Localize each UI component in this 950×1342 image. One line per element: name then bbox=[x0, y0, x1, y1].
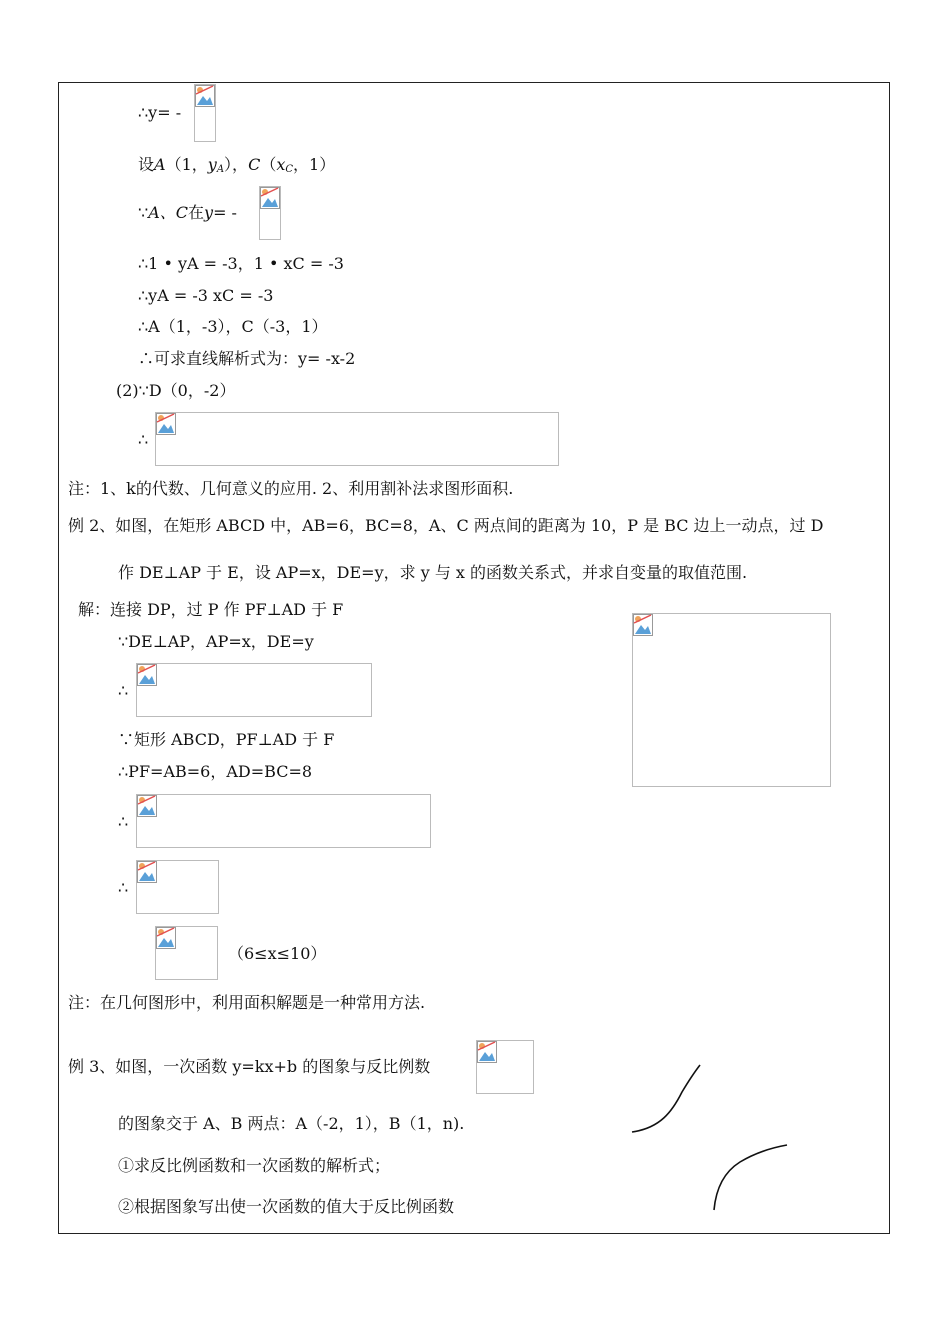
inverse-function-image bbox=[476, 1040, 534, 1094]
broken-image-icon bbox=[260, 187, 280, 213]
example-3-line-2: 的图象交于 A、B 两点：A（-2，1），B（1，n). bbox=[118, 1114, 465, 1133]
solution-line-3: ∴ bbox=[118, 681, 129, 700]
line-therefore-area: ∴ bbox=[138, 430, 149, 449]
solution-line-4: ∵矩形 ABCD，PF⊥AD 于 F bbox=[118, 730, 335, 749]
line-y-eq: ∴y= - bbox=[138, 103, 182, 122]
area-equation-image bbox=[136, 663, 372, 717]
broken-image-icon bbox=[156, 413, 176, 439]
broken-image-icon bbox=[137, 664, 157, 690]
area-equality-image bbox=[136, 794, 431, 848]
solution-line-1: 解：连接 DP，过 P 作 PF⊥AD 于 F bbox=[78, 600, 344, 619]
broken-image-icon bbox=[195, 85, 215, 111]
broken-image-icon bbox=[633, 614, 653, 640]
rectangle-figure-image bbox=[632, 613, 831, 787]
line-coordinates: ∴A（1，-3），C（-3，1） bbox=[138, 317, 328, 336]
example-3-question-2: ②根据图象写出使一次函数的值大于反比例函数 bbox=[118, 1197, 455, 1216]
line-points-on-curve: ∵A、C在y= - bbox=[138, 203, 237, 222]
line-products: ∴1 • yA = -3，1 • xC = -3 bbox=[138, 254, 344, 273]
line-values: ∴yA = -3 xC = -3 bbox=[138, 286, 274, 305]
solution-line-7: ∴ bbox=[118, 878, 129, 897]
broken-image-icon bbox=[137, 795, 157, 821]
solution-line-2: ∵DE⊥AP，AP=x，DE=y bbox=[118, 632, 314, 651]
line-part-2: (2)∵D（0，-2） bbox=[116, 381, 236, 400]
line-set-points: 设A（1，$y_A$），$C(x_C$，1） bbox=[138, 155, 336, 175]
example-2-line-2: 作 DE⊥AP 于 E，设 AP=x，DE=y，求 y 与 x 的函数关系式，并求自变量的取值范围. bbox=[118, 563, 748, 582]
broken-image-icon bbox=[477, 1041, 497, 1067]
broken-image-icon bbox=[137, 861, 157, 887]
domain-range: （6≤x≤10） bbox=[228, 944, 327, 963]
fraction-image-1 bbox=[194, 84, 216, 142]
example-2-line-1: 例 2、如图，在矩形 ABCD 中，AB=6，BC=8，A、C 两点间的距离为 10，P 是 BC 边上一动点，过 D bbox=[68, 516, 824, 535]
result-image-2 bbox=[155, 926, 218, 980]
example-3-line-1: 例 3、如图，一次函数 y=kx+b 的图象与反比例数 bbox=[68, 1057, 431, 1076]
note-1: 注：1、k的代数、几何意义的应用. 2、利用割补法求图形面积. bbox=[68, 479, 514, 498]
solution-line-5: ∴PF=AB=6，AD=BC=8 bbox=[118, 762, 313, 781]
solution-line-6: ∴ bbox=[118, 812, 129, 831]
line-linear-equation: ∴可求直线解析式为：y= -x-2 bbox=[138, 349, 356, 368]
result-image-1 bbox=[136, 860, 219, 914]
example-3-question-1: ①求反比例函数和一次函数的解析式； bbox=[118, 1156, 391, 1175]
broken-image-icon bbox=[156, 927, 176, 953]
fraction-image-2 bbox=[259, 186, 281, 240]
note-2: 注：在几何图形中，利用面积解题是一种常用方法. bbox=[68, 993, 426, 1012]
area-formula-image bbox=[155, 412, 559, 466]
